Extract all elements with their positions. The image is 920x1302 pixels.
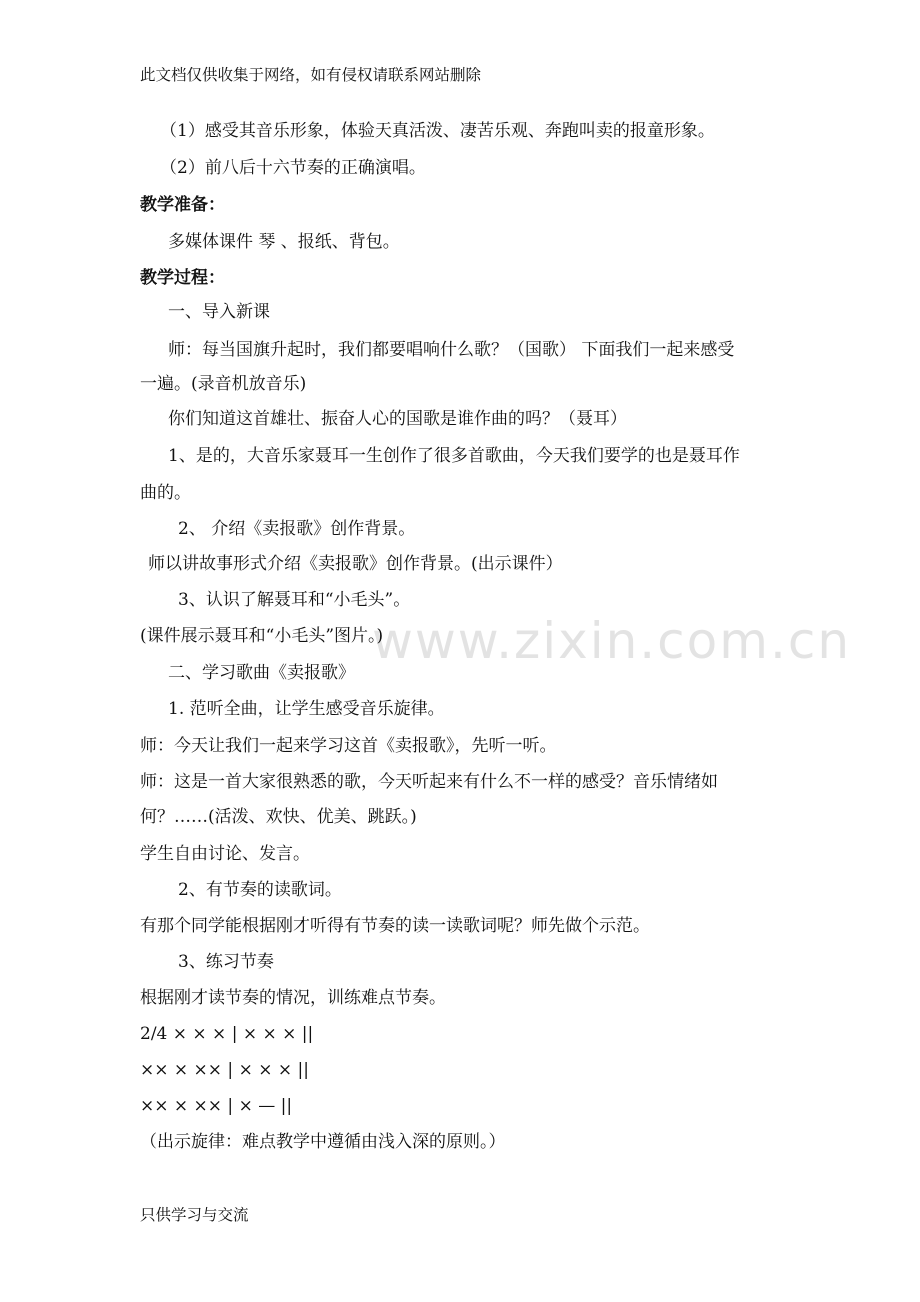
list-item: 1. 范听全曲，让学生感受音乐旋律。 [168,699,445,719]
paragraph-line: 何？……(活泼、欢快、优美、跳跃。) [140,807,417,827]
paragraph-line: 曲的。 [140,483,191,503]
paragraph-line: 你们知道这首雄壮、振奋人心的国歌是谁作曲的吗？（聂耳） [168,409,627,429]
watermark-text: www.zixin.com.cn [372,612,852,670]
paragraph-line: 师：每当国旗升起时，我们都要唱响什么歌？（国歌） 下面我们一起来感受 [168,340,735,360]
section-heading-process: 教学过程： [140,268,225,288]
list-item: 2、 介绍《卖报歌》创作背景。 [178,519,416,539]
rhythm-line-2: ×× × ×× | × × × || [140,1060,309,1080]
preparation-text: 多媒体课件 琴 、报纸、背包。 [168,232,400,252]
paragraph-line: 有那个同学能根据刚才听得有节奏的读一读歌词呢？师先做个示范。 [140,916,650,936]
paragraph-line: (课件展示聂耳和“小毛头”图片。) [140,626,384,646]
page-footer: 只供学习与交流 [140,1206,249,1224]
list-item: 3、练习节奏 [178,952,274,972]
rhythm-line-3: ×× × ×× | × — || [140,1096,293,1116]
paragraph-line: 师以讲故事形式介绍《卖报歌》创作背景。(出示课件） [148,554,563,574]
paragraph-line: 根据刚才读节奏的情况，训练难点节奏。 [140,988,446,1008]
paragraph-line: 师：今天让我们一起来学习这首《卖报歌》，先听一听。 [140,736,557,756]
objective-line-2: （2）前八后十六节奏的正确演唱。 [160,158,426,178]
step-heading-intro: 一、导入新课 [168,302,270,322]
paragraph-line: 1、是的，大音乐家聂耳一生创作了很多首歌曲，今天我们要学的也是聂耳作 [168,446,740,466]
section-heading-preparation: 教学准备： [140,195,225,215]
list-item: 3、认识了解聂耳和“小毛头”。 [178,590,411,610]
list-item: 2、有节奏的读歌词。 [178,880,342,900]
rhythm-line-1: 2/4 × × × | × × × || [140,1024,314,1044]
objective-line-1: （1）感受其音乐形象，体验天真活泼、凄苦乐观、奔跑叫卖的报童形象。 [160,121,715,141]
paragraph-line: 学生自由讨论、发言。 [140,844,310,864]
page-header: 此文档仅供收集于网络，如有侵权请联系网站删除 [140,66,482,84]
paragraph-line: 一遍。(录音机放音乐) [140,374,307,394]
step-heading-learn-song: 二、学习歌曲《卖报歌》 [168,663,355,683]
paragraph-line: （出示旋律：难点教学中遵循由浅入深的原则。） [140,1132,506,1152]
paragraph-line: 师：这是一首大家很熟悉的歌，今天听起来有什么不一样的感受？音乐情绪如 [140,772,718,792]
